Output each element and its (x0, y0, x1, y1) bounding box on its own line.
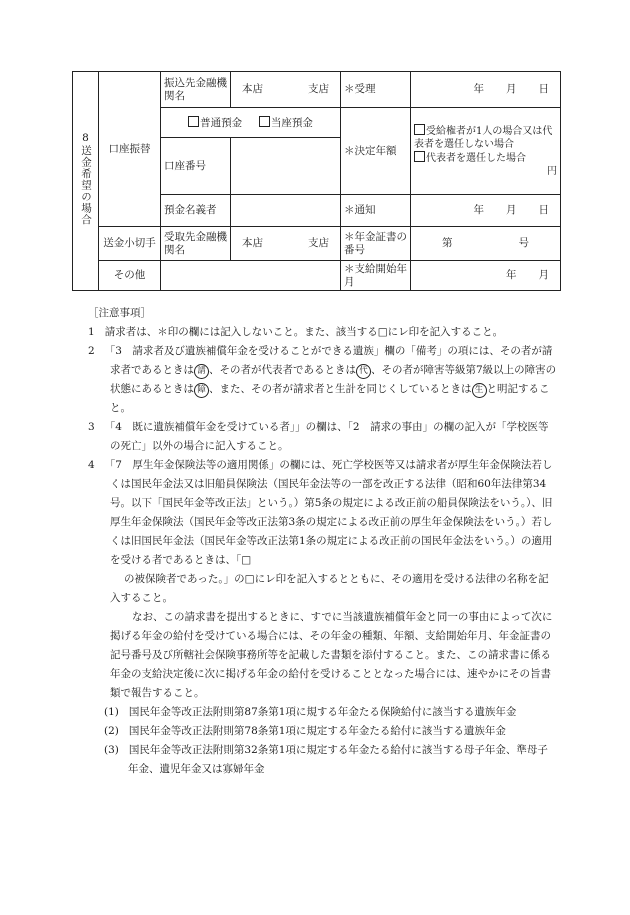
note-number: 3 (88, 421, 95, 433)
circled-dai-mark: 代 (356, 364, 371, 379)
day-label: 日 (538, 83, 549, 95)
dai-label: 第 (442, 237, 453, 249)
branch-office: 支店 (308, 237, 329, 249)
section-title: 送金希望の場合 (80, 145, 92, 226)
note-text: の被保険者であった。」の□にレ印を記入するとともに、その適用を受ける法律の名称を記入すること。 (110, 573, 549, 604)
pension-cert-label: ＊年金証書の番号 (341, 227, 411, 261)
payment-start-label: ＊支給開始年月 (341, 261, 411, 291)
decision-amount-field (411, 108, 561, 195)
note-number: 4 (88, 459, 95, 471)
item-text: 国民年金等改正法附則第32条第1項に規定する年金たる給付に該当する母子年金、準母子年金、遺児年金又は寡婦年金 (128, 744, 548, 775)
yen-label: 円 (547, 165, 557, 177)
remittance-label: 送金小切手 (99, 227, 161, 261)
note-1 (88, 323, 558, 342)
circled-sei2-mark: 生 (472, 383, 487, 398)
received-date-field (411, 72, 561, 108)
note-text: と明記すること。 (110, 383, 550, 414)
year-label: 年 (473, 204, 484, 216)
circled-sei-mark: 請 (194, 364, 209, 379)
decision-opt1-checkbox[interactable] (414, 124, 425, 135)
note-text: 「3 請求者及び遺族補償年金を受けることができる遺族」欄の「備考」の項には、その者が請求者であるときは (104, 345, 553, 376)
notice-date-field (411, 195, 561, 227)
receiving-bank-label: 受取先金融機関名 (161, 227, 231, 261)
month-label: 月 (538, 269, 549, 281)
notice-label: ＊通知 (341, 195, 411, 227)
bank-name-label: 振込先金融機関名 (161, 72, 231, 108)
notes-section (88, 304, 558, 779)
decision-opt2-checkbox[interactable] (414, 151, 425, 162)
list-item-3 (88, 741, 558, 779)
current-deposit-checkbox[interactable] (259, 116, 270, 127)
decision-opt1-label: 受給権者が1人の場合又は代表者を選任しない場合 (414, 126, 553, 150)
decision-opt2-label: 代表者を選任した場合 (426, 153, 526, 164)
note-text: 、また、その者が請求者と生計を同じくしているときは (209, 383, 472, 395)
year-label: 年 (473, 83, 484, 95)
note-text: 請求者は、＊印の欄には記入しないこと。また、該当する□にレ印を記入すること。 (104, 326, 504, 338)
ordinary-deposit-checkbox[interactable] (188, 116, 199, 127)
note-text: 「4 既に遺族補償年金を受けている者」」の欄は、「2 請求の事由」の欄の記入が「学校医等の死亡」以外の場合に記入すること。 (104, 421, 549, 452)
other-field[interactable] (161, 261, 341, 291)
section-number: 8 (82, 132, 89, 145)
head-office: 本店 (242, 237, 263, 249)
note-4-paragraph: なお、この請求書を提出するときに、すでに当該遺族補償年金と同一の事由によって次に掲げる年金の給付を受けている場合には、その年金の種類、年額、支給開始年月、年金証書の記号番号及び所轄社会保険事務所等を記載した書類を添付すること。また、この請求書に係る年金の支給決定後に次に掲げる年金の給付を受けることとなった場合には、速やかにその旨書類で報告すること。 (110, 611, 553, 699)
account-holder-field[interactable] (231, 195, 341, 227)
branch-office: 支店 (308, 83, 329, 95)
decision-amount-label: ＊決定年額 (341, 108, 411, 195)
note-4 (88, 456, 558, 608)
note-3 (88, 418, 558, 456)
year-label: 年 (506, 269, 517, 281)
item-number: (2) (104, 725, 119, 737)
circled-shou-mark: 障 (194, 383, 209, 398)
deposit-type-field (161, 108, 341, 138)
account-number-field[interactable] (231, 138, 341, 195)
item-number: (1) (104, 706, 119, 718)
account-number-label: 口座番号 (161, 138, 231, 195)
month-label: 月 (506, 204, 517, 216)
note-2 (88, 342, 558, 418)
received-label: ＊受理 (341, 72, 411, 108)
item-text: 国民年金等改正法附則第78条第1項に規定する年金たる給付に該当する遺族年金 (128, 725, 506, 737)
note-text: 「7 厚生年金保険法等の適用関係」の欄には、死亡学校医等又は請求者が厚生年金保険法若しくは国民年金法又は旧船員保険法（国民年金法等の一部を改正する法律（昭和60年法律第34号。以下「国民年金等改正法」という。）第5条の規定による改正前の船員保険法をいう。）、旧厚生年金保険法（国民年金等改正法第3条の規定による改正前の厚生年金保険法をいう。）若しくは旧国民年金法（国民年金等改正法第1条の規定による改正前の国民年金法をいう。）の適用を受ける者であるときは、「□ (104, 459, 553, 566)
note-number: 2 (88, 345, 95, 357)
pension-cert-field[interactable] (411, 227, 561, 261)
payment-start-field (411, 261, 561, 291)
gou-label: 号 (518, 237, 529, 249)
month-label: 月 (506, 83, 517, 95)
notes-header: ［注意事項］ (88, 307, 151, 319)
ordinary-deposit-label: 普通預金 (200, 116, 243, 129)
section-8-cell (73, 72, 99, 291)
note-number: 1 (88, 326, 95, 338)
item-text: 国民年金等改正法附則第87条第1項に規する年金たる保険給付に該当する遺族年金 (128, 706, 517, 718)
bank-name-field[interactable] (231, 72, 341, 108)
note-text: 、その者が代表者であるときは (209, 364, 356, 376)
other-label: その他 (99, 261, 161, 291)
account-holder-label: 預金名義者 (161, 195, 231, 227)
head-office: 本店 (242, 83, 263, 95)
list-item-2 (88, 722, 558, 741)
note-text: 、その者が障害等級第7級以上の障害の状態にあるときは (110, 364, 557, 395)
receiving-bank-field[interactable] (231, 227, 341, 261)
current-deposit-label: 当座預金 (270, 116, 313, 129)
list-item-1 (88, 703, 558, 722)
day-label: 日 (538, 204, 549, 216)
item-number: (3) (104, 744, 119, 756)
remittance-form-table (72, 71, 561, 291)
bank-transfer-label: 口座振替 (99, 72, 161, 227)
